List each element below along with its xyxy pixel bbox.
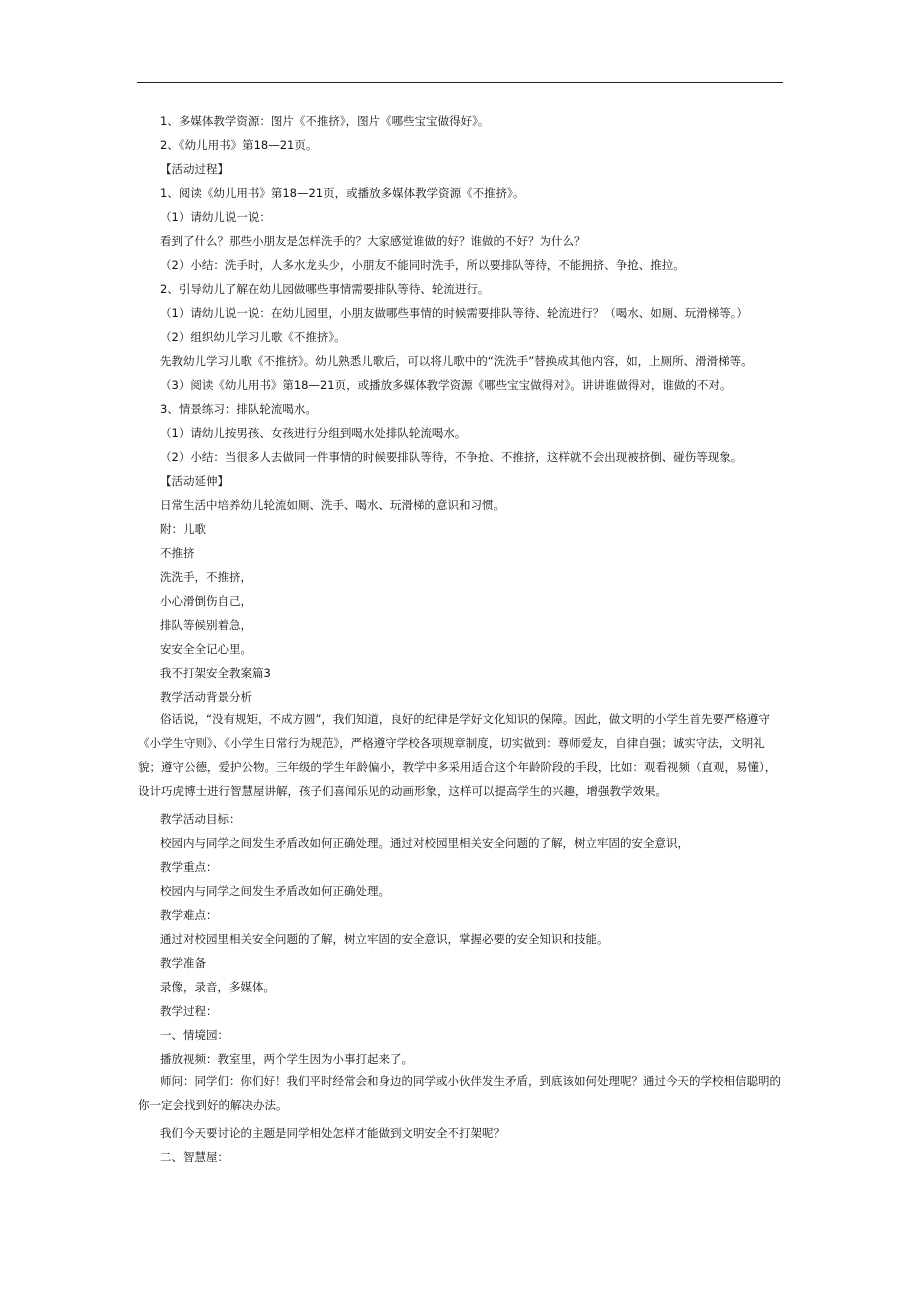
text-line: 教学过程： [160,1004,218,1018]
section-heading: 【活动延伸】 [160,474,229,488]
text-line: （1）请幼儿按男孩、女孩进行分组到喝水处排队轮流喝水。 [160,426,467,440]
text-line: 教学活动目标： [160,812,241,826]
text-line: 1、多媒体教学资源：图片《不推挤》，图片《哪些宝宝做得好》。 [160,114,490,128]
text-line: 3、情景练习：排队轮流喝水。 [160,402,317,416]
text-line: 教学重点： [160,860,218,874]
header-rule [137,82,783,83]
text-line: 录像，录音，多媒体。 [160,980,275,994]
text-line: （1）请幼儿说一说：在幼儿园里，小朋友做哪些事情的时候需要排队等待、轮流进行？（喝水、如厕、玩滑梯等。） [160,306,749,320]
text-line: 教学准备 [160,956,206,970]
text-line: 先教幼儿学习儿歌《不推挤》。幼儿熟悉儿歌后，可以将儿歌中的“洗洗手”替换成其他内容，如，上厕所、滑滑梯等。 [160,354,753,368]
text-line: 2、《幼儿用书》第18—21页。 [160,138,318,152]
text-line: （2）小结：洗手时，人多水龙头少，小朋友不能同时洗手，所以要排队等待，不能拥挤、争抢、推拉。 [160,258,685,272]
text-line: 校园内与同学之间发生矛盾改如何正确处理。 [160,884,390,898]
text-line: 播放视频：教室里，两个学生因为小事打起来了。 [160,1052,413,1066]
text-line: 我们今天要讨论的主题是同学相处怎样才能做到文明安全不打架呢？ [160,1126,505,1140]
text-line: 校园内与同学之间发生矛盾改如何正确处理。通过对校园里相关安全问题的了解，树立牢固的安全意识， [160,836,689,850]
text-line: 日常生活中培养幼儿轮流如厕、洗手、喝水、玩滑梯的意识和习惯。 [160,498,505,512]
text-line: 教学难点： [160,908,218,922]
document-body [138,113,783,1173]
poem-line: 排队等候别着急， [160,618,252,632]
text-line: （2）组织幼儿学习儿歌《不推挤》。 [160,330,346,344]
poem-line: 洗洗手，不推挤， [160,570,252,584]
section-heading: 【活动过程】 [160,162,229,176]
text-line: 看到了什么？那些小朋友是怎样洗手的？大家感觉谁做的好？谁做的不好？为什么？ [160,234,586,248]
text-line: 1、阅读《幼儿用书》第18—21页，或播放多媒体教学资源《不推挤》。 [160,186,525,200]
text-line: 2、引导幼儿了解在幼儿园做哪些事情需要排队等待、轮流进行。 [160,282,490,296]
text-line: 通过对校园里相关安全问题的了解，树立牢固的安全意识，掌握必要的安全知识和技能。 [160,932,609,946]
poem-title: 不推挤 [160,546,195,560]
text-line: 二、智慧屋： [160,1150,229,1164]
text-line: 一、情境园： [160,1028,229,1042]
poem-line: 小心滑倒伤自己， [160,594,252,608]
text-line: （2）小结：当很多人去做同一件事情的时候要排队等待，不争抢、不推挤，这样就不会出现被挤倒、碰伤等现象。 [160,450,743,464]
text-line: （1）请幼儿说一说： [160,210,271,224]
poem-line: 安安全全记心里。 [160,642,252,656]
text-line: 附：儿歌 [160,522,206,536]
section-title: 我不打架安全教案篇3 [160,666,271,680]
text-line: 教学活动背景分析 [160,690,252,704]
background-paragraph: 俗话说，“没有规矩，不成方圆”，我们知道，良好的纪律是学好文化知识的保障。因此，做文明的小学生首先要严格遵守《小学生守则》、《小学生日常行为规范》，严格遵守学校各项规章制度，切实做到：尊师爱友，自律自强；诚实守法，文明礼貌；遵守公德，爱护公物。三年级的学生年龄偏小，教学中多采用适合这个年龄阶段的手段，比如：观看视频（直观，易懂），设计巧虎博士进行智慧屋讲解，孩子们喜闻乐见的动画形象，这样可以提高学生的兴趣，增强教学效果。 [138,712,777,798]
text-line: （3）阅读《幼儿用书》第18—21页，或播放多媒体教学资源《哪些宝宝做得对》。讲讲谁做得对，谁做的不对。 [160,378,732,392]
question-paragraph: 师问：同学们：你们好！我们平时经常会和身边的同学或小伙伴发生矛盾，到底该如何处理呢？通过今天的学校相信聪明的你一定会找到好的解决办法。 [138,1074,781,1112]
